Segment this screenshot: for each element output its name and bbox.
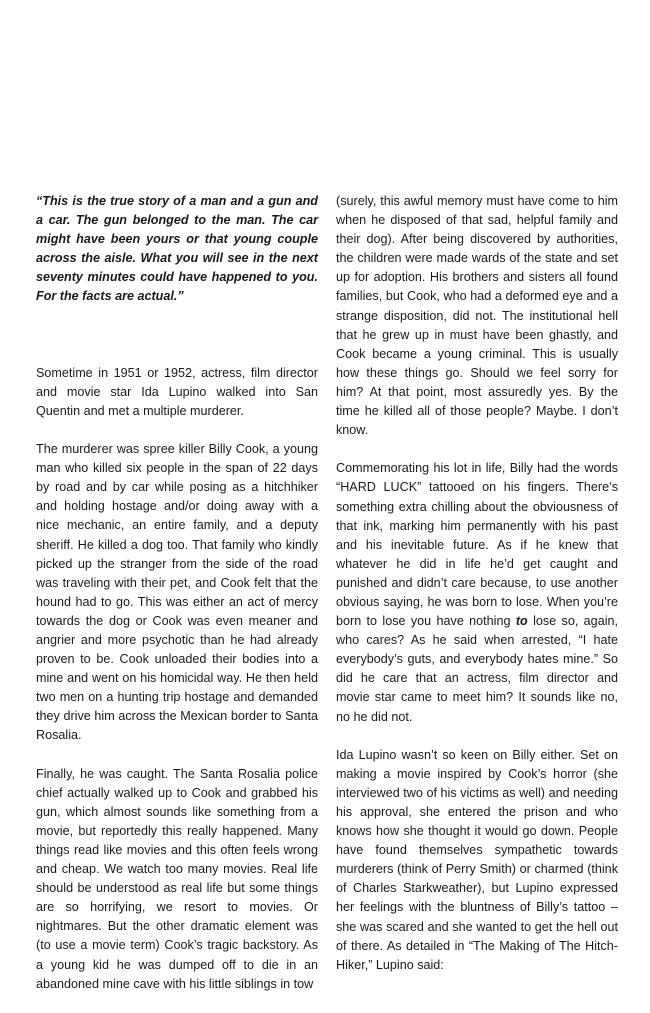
body-paragraph-2: The murderer was spree killer Billy Cook, a young man who killed six people in the span of 22 days by road and by car while posing as a hitchhiker and holding hostage and/or doing away with a nice mechanic, an entire family, and a deputy sheriff. He killed a dog too. That family who kindly picked up the stranger from the side of the road was traveling with their pet, and Cook felt that the hound had to go. This was either an act of mercy towards the dog or Cook was even meaner and angrier and more psychotic than he had already proven to be. Cook unloaded their bodies into a mine and went on his homicidal way. He then held two men on a hunting trip hostage and demanded they drive him across the Mexican border to Santa Rosalia. — [36, 442, 318, 743]
paragraph-5-text-b: lose so, again, who cares? As he said when arrested, “I hate everybody’s guts, and everybody hates mine.” So did he care that an actress, film director and movie star came to meet him? It sounds like no, no he did not. — [336, 614, 618, 724]
body-paragraph-1: Sometime in 1951 or 1952, actress, film director and movie star Ida Lupino walked into San Quentin and met a multiple murderer. — [36, 365, 318, 418]
left-column — [36, 192, 318, 1013]
body-paragraph-4: (surely, this awful memory must have come to him when he disposed of that sad, helpful family and their dog). After being discovered by authorities, the children were made wards of the state and set up for adoption. His brothers and sisters all found families, but Cook, who had a deformed eye and a strange disposition, did not. The institutional hell that he grew up in must have been ghastly, and Cook became a young criminal. This is usually how these things go. Should we feel sorry for him? At that point, most assuredly yes. By the time he killed all of those people? Maybe. I don’t know. — [336, 194, 618, 438]
quote-spacer — [36, 326, 318, 364]
opening-quote: “This is the true story of a man and a gun and a car. The gun belonged to the man. The car might have been yours or that young couple across the aisle. What you will see in the next seventy minutes could have happened to you. For the facts are actual.” — [36, 194, 318, 304]
body-paragraph-6: Ida Lupino wasn’t so keen on Billy either. Set on making a movie inspired by Cook’s horror (she interviewed two of his victims as well) and needing his approval, she entered the prison and who knows how she thought it would go down. People have found themselves sympathetic towards murderers (think of Perry Smith) or charmed (think of Charles Starkweather), but Lupino expressed her feelings with the bluntness of Billy’s tattoo – she was scared and she wanted to get the hell out of there. As detailed in “The Making of The Hitch-Hiker,” Lupino said: — [336, 747, 618, 972]
paragraph-5-emphasis: to — [515, 614, 528, 629]
body-paragraph-5 — [336, 459, 618, 726]
body-paragraph-3: Finally, he was caught. The Santa Rosalia police chief actually walked up to Cook and grabbed his gun, which almost sounds like something from a movie, but reportedly this really happened. Many things read like movies and this often feels wrong and cheap. We watch too many movies. Real life should be understood as real life but some things are so horrifying, we resort to movies. Or nightmares. But the other dramatic element was (to use a movie term) Cook’s tragic backstory. As a young kid he was dumped off to die in an abandoned mine cave with his little siblings in tow — [36, 766, 318, 991]
paragraph-5-text-a: Commemorating his lot in life, Billy had the words “HARD LUCK” tattooed on his fingers. There’s something extra chilling about the obviousness of that ink, marking him permanently with his past and his inevitable future. As if he knew that whatever he did in life he’d get caught and punished and didn’t care because, to use another obvious saying, he was born to lose. When you’re born to lose you have nothing — [336, 461, 618, 629]
right-column — [336, 192, 618, 994]
